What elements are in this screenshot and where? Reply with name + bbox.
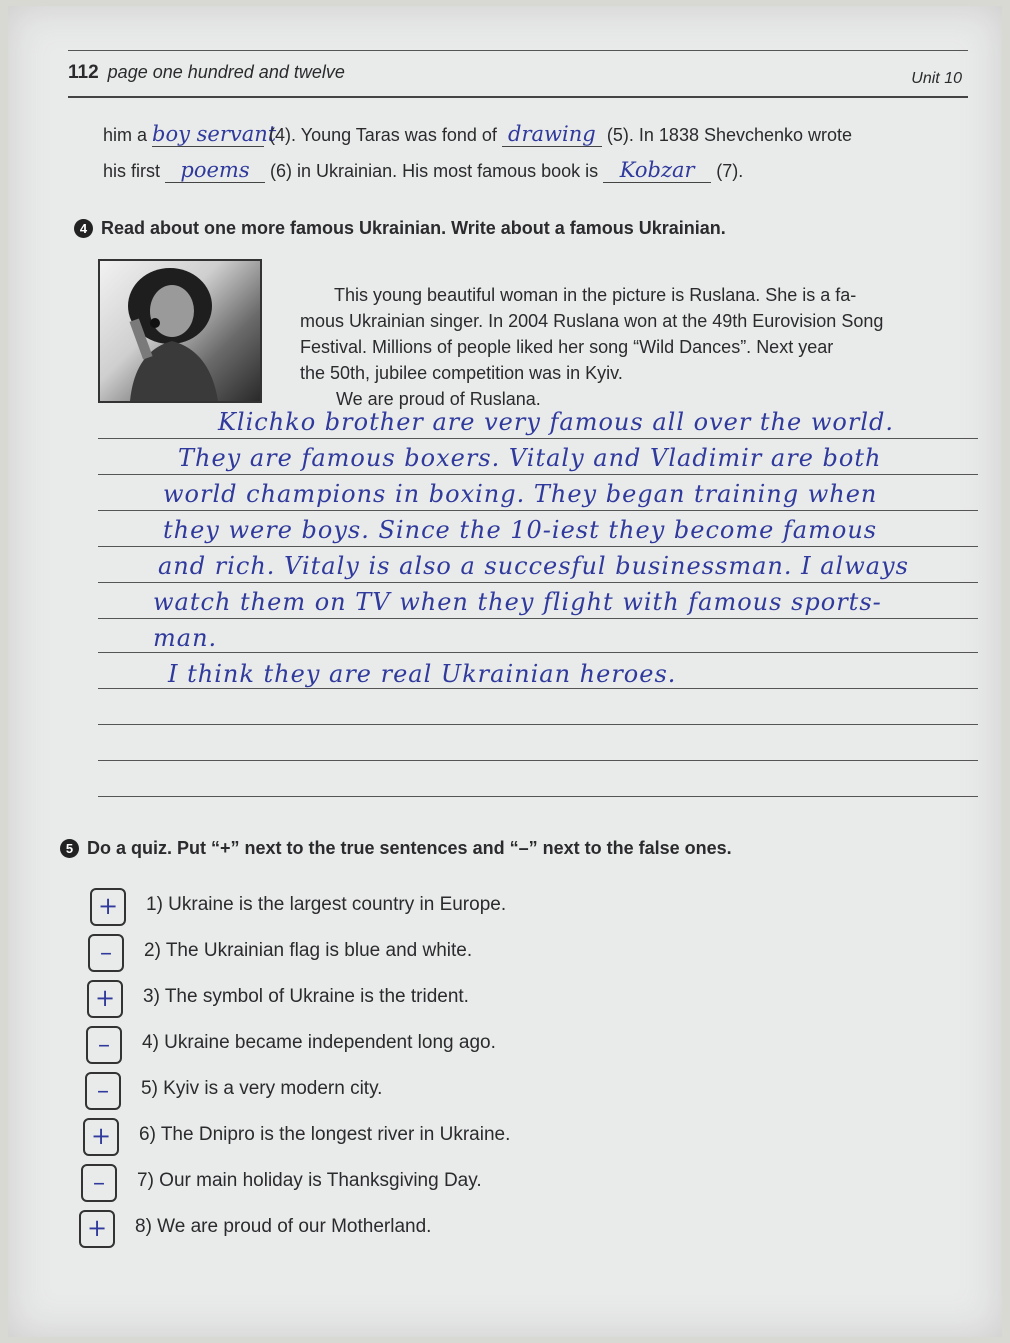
task-5-title — [60, 838, 732, 859]
page-header — [68, 62, 345, 84]
writing-line — [98, 796, 978, 797]
writing-line — [98, 760, 978, 761]
quiz-item-7: 7) Our main holiday is Thanksgiving Day. — [137, 1170, 482, 1191]
text-segment: (7). — [716, 161, 744, 181]
handwriting-line-6[interactable]: watch them on TV when they flight with famous sports- — [153, 588, 882, 616]
ruslana-photo — [98, 259, 262, 403]
quiz-item-3: 3) The symbol of Ukraine is the trident. — [143, 986, 469, 1007]
writing-line — [98, 652, 978, 653]
answer-fill-6[interactable]: poems — [165, 158, 265, 183]
text-segment: him a — [103, 125, 148, 145]
task-4-number: 4 — [74, 219, 93, 238]
text-segment: (4). Young Taras was fond of — [269, 125, 497, 145]
writing-line — [98, 438, 978, 439]
handwriting-line-2[interactable]: They are famous boxers. Vitaly and Vladimir are both — [178, 444, 882, 472]
quiz-answer-box-3[interactable]: + — [87, 980, 123, 1018]
writing-line — [98, 546, 978, 547]
ruslana-line-2: mous Ukrainian singer. In 2004 Ruslana won at the 49th Eurovision Song — [300, 311, 884, 331]
text-segment: (6) in Ukrainian. His most famous book is — [270, 161, 599, 181]
quiz-item-1: 1) Ukraine is the largest country in Europe. — [146, 894, 507, 915]
quiz-item-6: 6) The Dnipro is the longest river in Ukraine. — [139, 1124, 511, 1145]
writing-line — [98, 724, 978, 725]
quiz-answer-box-2[interactable]: – — [88, 934, 124, 972]
workbook-page — [8, 6, 1002, 1337]
top-rule — [68, 50, 968, 51]
ruslana-line-5: We are proud of Ruslana. — [336, 389, 541, 409]
handwriting-line-4[interactable]: they were boys. Since the 10-iest they become famous — [163, 516, 878, 544]
singer-image — [100, 261, 260, 401]
quiz-answer-box-4[interactable]: – — [86, 1026, 122, 1064]
ruslana-line-4: the 50th, jubilee competition was in Kyiv. — [300, 363, 623, 383]
text-segment: his first — [103, 161, 161, 181]
page-number: 112 — [68, 62, 99, 83]
page-number-words: page one hundred and twelve — [107, 62, 345, 82]
quiz-answer-box-6[interactable]: + — [83, 1118, 119, 1156]
task-5-instructions: Do a quiz. Put “+” next to the true sentences and “–” next to the false ones. — [87, 838, 732, 858]
handwriting-line-5[interactable]: and rich. Vitaly is also a succesful businessman. I always — [158, 552, 909, 580]
writing-line — [98, 510, 978, 511]
handwriting-line-7[interactable]: man. — [153, 624, 218, 652]
text-segment: (5). In 1838 Shevchenko wrote — [606, 125, 853, 145]
answer-fill-7[interactable]: Kobzar — [603, 158, 711, 183]
answer-fill-4[interactable]: boy servant — [152, 122, 277, 146]
quiz-answer-box-7[interactable]: – — [81, 1164, 117, 1202]
text-line-2 — [103, 158, 743, 183]
ruslana-line-1: This young beautiful woman in the picture is Ruslana. She is a fa- — [334, 285, 857, 305]
quiz-item-5: 5) Kyiv is a very modern city. — [141, 1078, 383, 1099]
header-rule — [68, 96, 968, 98]
writing-line — [98, 582, 978, 583]
handwriting-line-8[interactable]: I think they are real Ukrainian heroes. — [168, 660, 677, 688]
quiz-item-4: 4) Ukraine became independent long ago. — [142, 1032, 496, 1053]
answer-fill-5[interactable]: drawing — [502, 122, 602, 147]
quiz-answer-box-1[interactable]: + — [90, 888, 126, 926]
handwriting-line-3[interactable]: world champions in boxing. They began training when — [163, 480, 878, 508]
task-5-number: 5 — [60, 839, 79, 858]
quiz-answer-box-8[interactable]: + — [79, 1210, 115, 1248]
task-4-instructions: Read about one more famous Ukrainian. Write about a famous Ukrainian. — [101, 218, 726, 238]
writing-line — [98, 474, 978, 475]
quiz-answer-box-5[interactable]: – — [85, 1072, 121, 1110]
task-4-title — [74, 218, 726, 239]
unit-label: Unit 10 — [911, 70, 962, 87]
text-line-1 — [103, 122, 852, 147]
ruslana-line-3: Festival. Millions of people liked her song “Wild Dances”. Next year — [300, 337, 834, 357]
quiz-item-2: 2) The Ukrainian flag is blue and white. — [144, 940, 473, 961]
handwriting-line-1[interactable]: Klichko brother are very famous all over the world. — [218, 408, 894, 436]
writing-line — [98, 688, 978, 689]
writing-line — [98, 618, 978, 619]
quiz-item-8: 8) We are proud of our Motherland. — [135, 1216, 432, 1237]
